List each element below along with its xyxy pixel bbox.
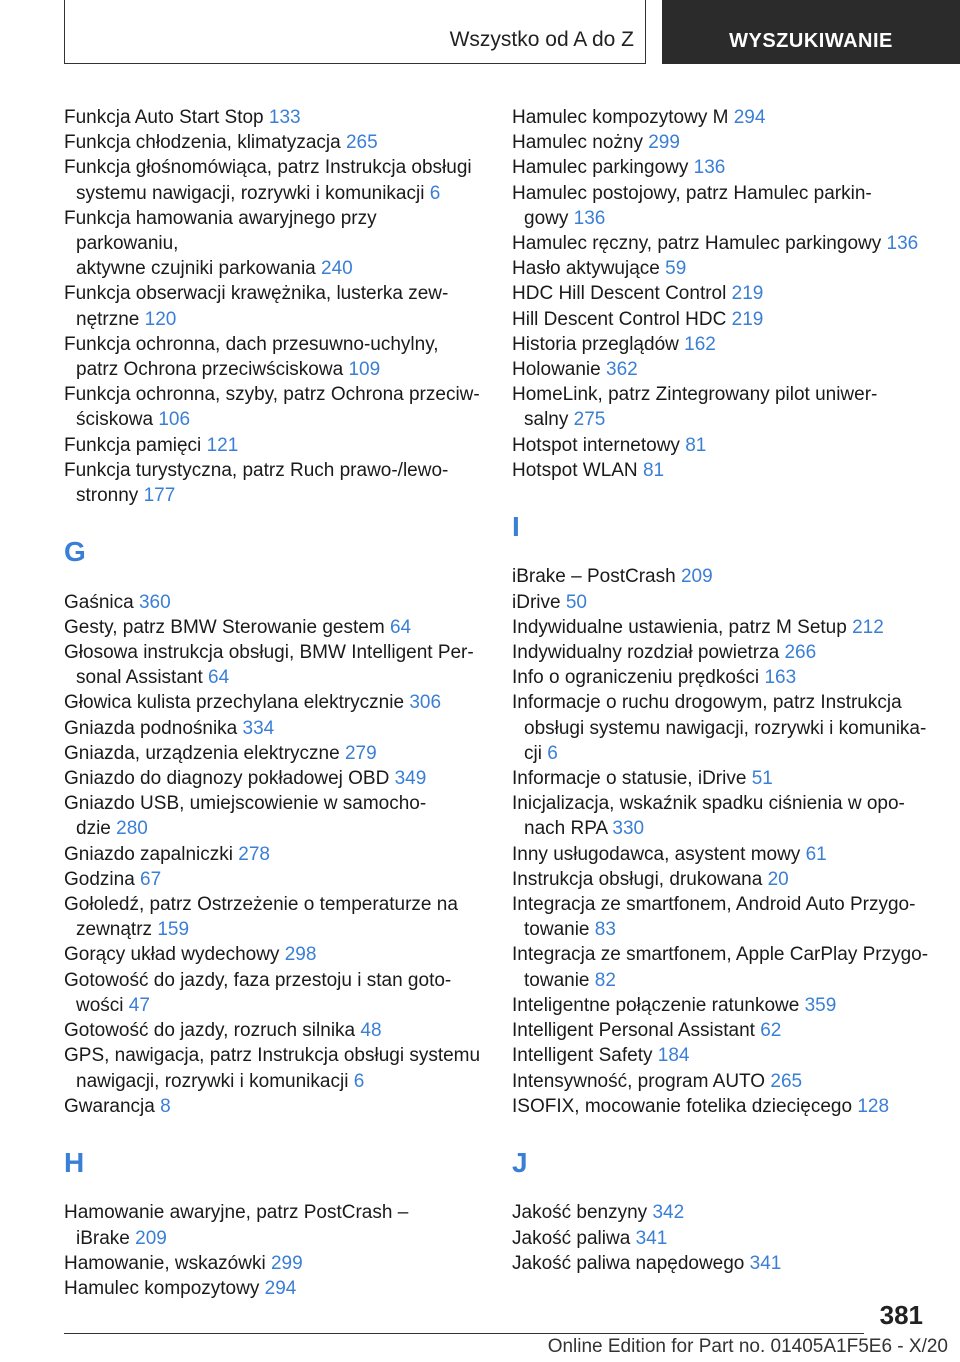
page-reference-link[interactable]: 8 [160,1095,171,1117]
index-entry-text: Inicjalizacja, wskaźnik spadku ciśnienia w opo- nach RPA [512,793,905,840]
index-entry-text: Funkcja głośnomówiąca, patrz Instrukcja obsługi systemu nawigacji, rozrywki i komunikacji [64,157,472,204]
index-entry-text: Informacje o statusie, iDrive [512,768,752,790]
page-reference-link[interactable]: 294 [733,107,766,128]
index-entry-text: Hamulec kompozytowy [64,1277,265,1299]
page-reference-link[interactable]: 341 [635,1227,668,1249]
index-entry [64,741,484,766]
index-entry [64,433,484,458]
index-entry-text: Hotspot WLAN [512,459,643,481]
index-entry-text: Hamulec kompozytowy M [512,107,734,128]
index-entry-text: Gniazdo do diagnozy pokładowej OBD [64,768,395,790]
index-letter-heading: J [512,1146,528,1178]
index-entry [512,993,932,1018]
index-entry-text: Godzina [64,868,141,890]
page-reference-link[interactable]: 62 [760,1020,782,1042]
page-reference-link[interactable]: 334 [242,717,275,739]
index-entry-text: Gaśnica [64,591,139,613]
section-title: Wszystko od A do Z [449,28,634,51]
index-entry-text: Gwarancja [64,1095,161,1117]
index-entry [64,155,484,205]
index-entry-text: Indywidualne ustawienia, patrz M Setup [512,616,853,638]
index-entry-text: Głowica kulista przechylana elektrycznie [64,692,410,714]
search-tab[interactable] [662,0,960,64]
page-reference-link[interactable]: 163 [764,667,797,689]
page-reference-link[interactable]: 20 [767,868,789,890]
page-reference-link[interactable]: 61 [805,843,827,865]
index-entry [64,690,484,715]
index-entry [64,892,484,942]
index-entry-text: iBrake – PostCrash [512,566,681,588]
page-reference-link[interactable]: 48 [360,1020,382,1042]
page-reference-link[interactable]: 278 [238,843,270,865]
index-entry [64,766,484,791]
page-reference-link[interactable]: 360 [138,591,171,613]
index-entry-text: Gniazda, urządzenia elektryczne [64,742,345,764]
index-entry [64,640,484,690]
index-entry-text: Jakość paliwa napędowego [512,1252,750,1274]
index-entry [512,155,932,180]
page-reference-link[interactable]: 83 [594,919,616,941]
index-entry [512,357,932,382]
index-entry [512,231,932,256]
index-letter-heading: I [512,511,520,543]
index-entry-text: Holowanie [512,359,606,381]
index-entry-text: Jakość benzyny [512,1202,653,1224]
index-entry-text: Intensywność, program AUTO [512,1070,771,1092]
page-reference-link[interactable]: 342 [652,1202,685,1224]
page-reference-link[interactable]: 136 [693,157,726,179]
index-entry [64,1094,484,1119]
page-reference-link[interactable]: 294 [264,1277,297,1299]
page-reference-link[interactable]: 362 [606,359,638,381]
index-entry-text: Integracja ze smartfonem, Apple CarPlay Przygo- towanie [512,944,929,991]
page-reference-link[interactable]: 6 [353,1070,365,1092]
page-reference-link[interactable]: 106 [158,409,191,431]
index-entry [512,1251,932,1276]
index-entry-text: Gotowość do jazdy, rozruch silnika [64,1020,361,1042]
index-entry [64,1251,484,1276]
index-entry-text: Hamulec ręczny, patrz Hamulec parkingowy [512,233,887,255]
index-entry-text: Hamowanie awaryjne, patrz PostCrash – iBrake [64,1202,409,1249]
index-entry-text: Funkcja pamięci [64,434,207,456]
page-reference-link[interactable]: 266 [784,642,817,664]
index-entry [512,665,932,690]
index-entry [512,1226,932,1251]
page-reference-link[interactable]: 59 [665,258,687,280]
page-reference-link[interactable]: 121 [206,434,239,456]
page-reference-link[interactable]: 265 [770,1070,803,1092]
index-entry [64,590,484,615]
page-reference-link[interactable]: 265 [345,132,378,154]
index-entry-text: Instrukcja obsługi, drukowana [512,868,768,890]
index-entry [64,968,484,1018]
page-reference-link[interactable]: 64 [208,667,230,689]
index-entry [64,615,484,640]
index-entry-text: Gorący układ wydechowy [64,944,285,966]
index-entry-text: Inteligentne połączenie ratunkowe [512,994,805,1016]
index-entry [512,181,932,231]
index-entry-text: Historia przeglądów [512,333,685,355]
page-reference-link[interactable]: 280 [116,818,148,840]
page-reference-link[interactable]: 359 [804,994,837,1016]
page-reference-link[interactable]: 177 [143,485,176,507]
index-entry-text: Hasło aktywujące [512,258,666,280]
page-reference-link[interactable]: 51 [751,768,773,790]
index-entry-text: Integracja ze smartfonem, Android Auto Przygo- towanie [512,894,916,941]
index-entry [64,942,484,967]
index-entry-text: Funkcja chłodzenia, klimatyzacja [64,132,346,154]
index-entry [64,105,484,130]
index-entry [512,458,932,483]
page-reference-link[interactable]: 120 [144,308,177,330]
index-entry [512,1200,932,1225]
page-reference-link[interactable]: 82 [594,969,616,991]
page-reference-link[interactable]: 279 [344,742,377,764]
index-entry-text: ISOFIX, mocowanie fotelika dziecięcego [512,1095,858,1117]
index-entry [512,615,932,640]
index-entry-text: Indywidualny rozdział powietrza [512,642,785,664]
index-entry-text: Funkcja hamowania awaryjnego przy parkowaniu, aktywne czujniki parkowania [64,207,377,280]
index-entry-text: GPS, nawigacja, patrz Instrukcja obsługi systemu nawigacji, rozrywki i komunikacji [64,1045,481,1092]
index-letter-heading: G [64,536,86,568]
index-entry [512,382,932,432]
page-reference-link[interactable]: 275 [573,409,606,431]
index-entry [512,307,932,332]
index-entry [64,281,484,331]
index-entry-text: Gołoledź, patrz Ostrzeżenie o temperaturze na zewnątrz [64,894,458,941]
index-entry-text: Funkcja ochronna, dach przesuwno-uchylny, patrz Ochrona przeciwściskowa [64,333,439,381]
page-reference-link[interactable]: 81 [685,434,707,456]
search-tab-label: WYSZUKIWANIE [729,29,893,52]
index-entry [64,332,484,382]
index-entry [512,842,932,867]
page-reference-link[interactable]: 136 [573,207,606,229]
index-entry-text: Hill Descent Control HDC [512,308,732,330]
index-entry-text: Gotowość do jazdy, faza przestoju i stan goto- wości [64,969,452,1016]
index-entry [64,1043,484,1093]
page-reference-link[interactable]: 159 [157,919,190,941]
index-entry-text: Informacje o ruchu drogowym, patrz Instrukcja obsługi systemu nawigacji, rozrywki i komunika- cji [512,692,927,764]
page-reference-link[interactable]: 306 [409,692,442,714]
page-reference-link[interactable]: 212 [852,616,884,638]
page-number: 381 [879,1300,923,1330]
index-entry [512,1018,932,1043]
index-entry [512,766,932,791]
index-entry [512,892,932,942]
index-entry [512,130,932,155]
page-reference-link[interactable]: 81 [642,459,665,481]
index-entry-text: iDrive [512,591,566,613]
page-reference-link[interactable]: 341 [749,1252,782,1274]
index-entry [512,1043,932,1068]
index-entry [512,105,932,130]
index-entry-text: Funkcja turystyczna, patrz Ruch prawo-/lewo- stronny [64,459,449,507]
index-entry-text: Gesty, patrz BMW Sterowanie gestem [64,616,390,638]
index-entry [512,640,932,665]
index-entry [512,281,932,306]
index-entry-text: Funkcja ochronna, szyby, patrz Ochrona przeciw- ściskowa [64,384,480,431]
page-reference-link[interactable]: 47 [128,994,150,1016]
index-entry-text: Inny usługodawca, asystent mowy [512,843,806,865]
index-entry [64,1200,484,1250]
index-entry-text: Hamulec nożny [512,132,649,154]
page-reference-link[interactable]: 109 [348,359,381,381]
page-reference-link[interactable]: 6 [429,182,441,204]
page-reference-link[interactable]: 219 [731,283,764,305]
page-reference-link[interactable]: 184 [657,1045,690,1067]
index-entry [64,791,484,841]
page-reference-link[interactable]: 64 [389,616,412,638]
index-entry-text: HDC Hill Descent Control [512,283,732,305]
index-entry [64,1276,484,1301]
page-reference-link[interactable]: 240 [321,258,353,280]
index-column-left [64,105,484,1301]
page-reference-link[interactable]: 299 [648,132,680,154]
index-entry-text: Hamowanie, wskazówki [64,1252,271,1274]
page-reference-link[interactable]: 209 [680,566,713,588]
index-entry [512,256,932,281]
index-entry-text: Jakość paliwa [512,1227,636,1249]
index-letter-heading: H [64,1146,85,1178]
footer-edition-text: Online Edition for Part no. 01405A1F5E6 - X/20 [547,1336,948,1357]
page-reference-link[interactable]: 6 [547,742,558,764]
index-entry [512,690,932,766]
index-entry [64,867,484,892]
page-reference-link[interactable]: 298 [284,944,317,966]
index-entry [512,564,932,589]
index-entry-text: Intelligent Safety [512,1045,658,1067]
index-entry-text: Funkcja obserwacji krawężnika, lusterka zew- nętrzne [64,283,449,330]
index-entry [64,130,484,155]
footer-divider [64,1333,864,1334]
index-entry-text: Funkcja Auto Start Stop [64,107,269,128]
index-entry [512,791,932,841]
page-reference-link[interactable]: 299 [270,1252,303,1274]
index-entry-text: Gniazdo USB, umiejscowienie w samocho- dzie [64,793,427,840]
page-reference-link[interactable]: 349 [394,768,427,790]
page-reference-link[interactable]: 67 [140,868,162,890]
index-entry-text: Gniazdo zapalniczki [64,843,239,865]
page-reference-link[interactable]: 50 [565,591,587,613]
page-reference-link[interactable]: 162 [684,333,716,355]
index-entry [512,433,932,458]
index-entry [512,942,932,992]
page-reference-link[interactable]: 209 [135,1227,167,1249]
page-reference-link[interactable]: 128 [857,1095,890,1117]
index-entry [64,382,484,432]
index-entry [512,867,932,892]
index-entry-text: Hotspot internetowy [512,434,686,456]
index-entry-text: Intelligent Personal Assistant [512,1020,761,1042]
page-reference-link[interactable]: 133 [268,107,301,128]
index-entry [512,332,932,357]
index-entry-text: Gniazda podnośnika [64,717,243,739]
index-entry [64,206,484,282]
index-entry-text: HomeLink, patrz Zintegrowany pilot uniwer- salny [512,384,878,431]
index-column-right [512,105,932,1276]
index-entry [64,716,484,741]
index-entry [512,590,932,615]
index-entry-text: Hamulec parkingowy [512,157,694,179]
index-entry [512,1094,932,1119]
index-entry [64,458,484,508]
page-reference-link[interactable]: 330 [612,818,645,840]
index-entry-text: Głosowa instrukcja obsługi, BMW Intelligent Per- sonal Assistant [64,642,474,689]
page-reference-link[interactable]: 136 [886,233,919,255]
index-entry [64,842,484,867]
index-entry [64,1018,484,1043]
index-entry-text: Info o ograniczeniu prędkości [512,667,765,689]
page-reference-link[interactable]: 219 [731,308,764,330]
index-entry-text: Hamulec postojowy, patrz Hamulec parkin- gowy [512,182,872,229]
index-entry [512,1069,932,1094]
